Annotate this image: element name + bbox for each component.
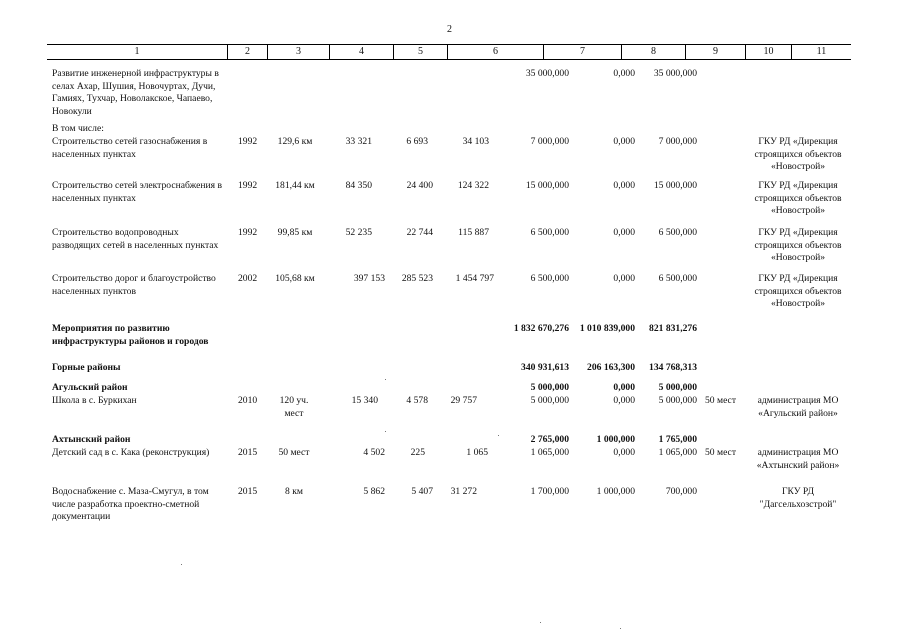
row8-c7: 5 000,000: [530, 382, 569, 393]
row11-c8: 0,000: [613, 447, 635, 458]
row4-c3: 99,85 км: [277, 227, 313, 238]
scan-speck: [620, 628, 621, 629]
row10-name: Ахтынский район: [52, 434, 131, 445]
row2-c11: ГКУ РД «Дирекция строящихся объектов «Новострой»: [754, 136, 842, 172]
row3-c3: 181,44 км: [275, 180, 315, 191]
row2-c2: 1992: [238, 136, 258, 147]
row11-c3: 50 мест: [278, 447, 310, 458]
header-col-3: 3: [268, 45, 330, 59]
row2-c7: 7 000,000: [530, 136, 569, 147]
row4-c9: 6 500,000: [658, 227, 697, 238]
row5-c5: 285 523: [401, 273, 433, 284]
row7-c8: 206 163,300: [587, 362, 635, 373]
row11-c9: 1 065,000: [658, 447, 697, 458]
row1-name: Развитие инженерной инфраструктуры в селах Ахар, Шушия, Новочуртах, Дучи, Гамиях, Тухчар, Новолакское, Чапаево, Новокули: [52, 68, 219, 117]
row9-c9: 5 000,000: [658, 395, 697, 406]
row9-c8: 0,000: [613, 395, 635, 406]
row11-c2: 2015: [238, 447, 258, 458]
row3-c4: 84 350: [345, 180, 372, 191]
row8-c9: 5 000,000: [658, 382, 697, 393]
row11-name: Детский сад в с. Кака (реконструкция): [52, 447, 210, 458]
row4-c11: ГКУ РД «Дирекция строящихся объектов «Новострой»: [754, 227, 842, 263]
row3-c5: 24 400: [406, 180, 433, 191]
row3-c9: 15 000,000: [653, 180, 697, 191]
header-col-4: 4: [330, 45, 394, 59]
row4-c7: 6 500,000: [530, 227, 569, 238]
row10-c8: 1 000,000: [596, 434, 635, 445]
row3-c8: 0,000: [613, 180, 635, 191]
row7-c7: 340 931,613: [521, 362, 569, 373]
row12-c4: 5 862: [363, 486, 385, 497]
row5-name: Строительство дорог и благоустройство населенных пунктов: [52, 273, 216, 297]
table-header: [47, 44, 851, 60]
scan-speck: [498, 435, 499, 436]
row2-c4: 33 321: [345, 136, 372, 147]
row3-c6: 124 322: [457, 180, 489, 191]
row5-c2: 2002: [238, 273, 258, 284]
row2-c3: 129,6 км: [277, 136, 313, 147]
incl-label: В том числе:: [52, 123, 104, 134]
row5-c3: 105,68 км: [275, 273, 315, 284]
row7-name: Горные районы: [52, 362, 121, 373]
row9-c6: 29 757: [450, 395, 477, 406]
row12-c6: 31 272: [450, 486, 477, 497]
row12-c9: 700,000: [665, 486, 697, 497]
row5-c9: 6 500,000: [658, 273, 697, 284]
header-col-7: 7: [544, 45, 622, 59]
row3-c11: ГКУ РД «Дирекция строящихся объектов «Новострой»: [754, 180, 842, 216]
row6-name: Мероприятия по развитию инфраструктуры районов и городов: [52, 323, 209, 347]
header-col-10: 10: [746, 45, 792, 59]
row6-c7: 1 832 670,276: [513, 323, 569, 334]
header-col-5: 5: [394, 45, 448, 59]
row2-c6: 34 103: [462, 136, 489, 147]
row3-name: Строительство сетей электроснабжения в населенных пунктах: [52, 180, 222, 204]
row2-name: Строительство сетей газоснабжения в населенных пунктах: [52, 136, 208, 160]
row8-name: Агульский район: [52, 382, 128, 393]
header-col-11: 11: [816, 46, 827, 57]
row5-c6: 1 454 797: [455, 273, 494, 284]
row9-name: Школа в с. Буркихан: [52, 395, 137, 406]
row9-c11: администрация МО «Агульский район»: [757, 395, 839, 419]
row1-c7: 35 000,000: [525, 68, 569, 79]
row12-name: Водоснабжение с. Маза-Смугул, в том числе разработка проектно-сметной документации: [52, 486, 209, 522]
row12-c11: ГКУ РД "Дагсельхозстрой": [759, 486, 837, 510]
row12-c2: 2015: [238, 486, 258, 497]
header-col-9: 9: [686, 45, 746, 59]
row5-c11: ГКУ РД «Дирекция строящихся объектов «Новострой»: [754, 273, 842, 309]
row5-c4: 397 153: [353, 273, 385, 284]
row4-c2: 1992: [238, 227, 258, 238]
row11-c6: 1 065: [466, 447, 488, 458]
row12-c3: 8 км: [285, 486, 303, 497]
row11-c4: 4 502: [363, 447, 385, 458]
row9-c3: 120 уч. мест: [279, 395, 309, 419]
row10-c9: 1 765,000: [658, 434, 697, 445]
row5-c8: 0,000: [613, 273, 635, 284]
scan-speck: [540, 622, 541, 623]
header-col-8: 8: [622, 45, 686, 59]
row9-c4: 15 340: [351, 395, 378, 406]
row2-c9: 7 000,000: [658, 136, 697, 147]
row7-c9: 134 768,313: [649, 362, 697, 373]
row12-c7: 1 700,000: [530, 486, 569, 497]
row4-c6: 115 887: [458, 227, 489, 238]
page-number: 2: [447, 24, 452, 35]
header-col-6: 6: [448, 45, 544, 59]
row4-c8: 0,000: [613, 227, 635, 238]
row9-c2: 2010: [238, 395, 258, 406]
row5-c7: 6 500,000: [530, 273, 569, 284]
row11-c5: 225: [410, 447, 425, 458]
row2-c5: 6 693: [406, 136, 428, 147]
row1-c9: 35 000,000: [653, 68, 697, 79]
row11-c11: администрация МО «Ахтынский район»: [756, 447, 840, 471]
row1-c8: 0,000: [613, 68, 635, 79]
row9-c7: 5 000,000: [530, 395, 569, 406]
row10-c7: 2 765,000: [530, 434, 569, 445]
row3-c7: 15 000,000: [525, 180, 569, 191]
row9-c10: 50 мест: [705, 395, 737, 406]
scan-speck: [385, 431, 386, 432]
row4-c5: 22 744: [406, 227, 433, 238]
header-col-1: 1: [47, 45, 228, 59]
row12-c5: 5 407: [411, 486, 433, 497]
row12-c8: 1 000,000: [596, 486, 635, 497]
row2-c8: 0,000: [613, 136, 635, 147]
scan-speck: [385, 379, 386, 380]
row8-c8: 0,000: [613, 382, 635, 393]
row4-name: Строительство водопроводных разводящих сетей в населенных пунктах: [52, 227, 219, 251]
row9-c5: 4 578: [406, 395, 428, 406]
row4-c4: 52 235: [345, 227, 372, 238]
row6-c9: 821 831,276: [649, 323, 697, 334]
scan-speck: [181, 564, 182, 565]
row6-c8: 1 010 839,000: [579, 323, 635, 334]
row11-c7: 1 065,000: [530, 447, 569, 458]
header-col-2: 2: [228, 45, 268, 59]
row3-c2: 1992: [238, 180, 258, 191]
row11-c10: 50 мест: [705, 447, 737, 458]
